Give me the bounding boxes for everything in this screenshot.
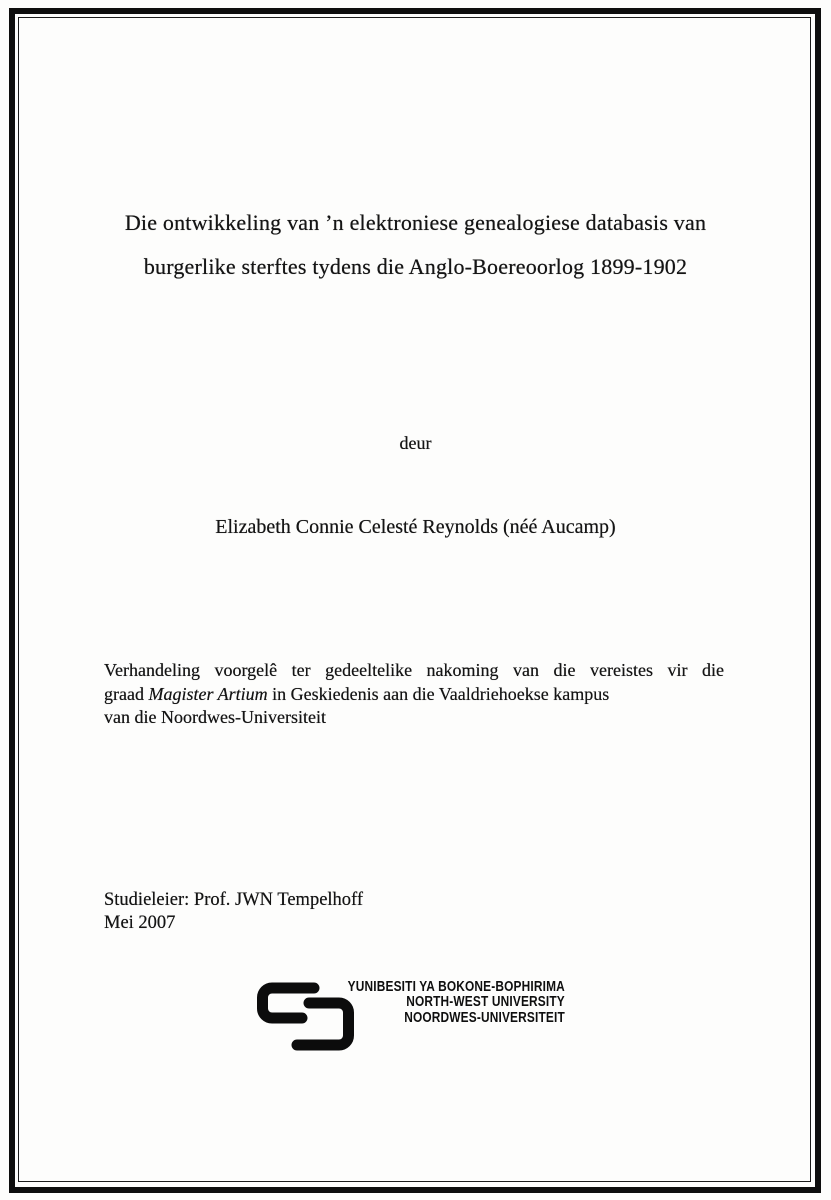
nwu-logo-icon — [257, 982, 354, 1052]
degree-statement-line3: van die Noordwes-Universiteit — [104, 707, 326, 727]
author-name: Elizabeth Connie Celesté Reynolds (néé Aucamp) — [215, 516, 616, 538]
degree-statement — [104, 659, 724, 730]
degree-statement-line1: Verhandeling voorgelê ter gedeeltelike nakoming van die vereistes vir die — [104, 660, 724, 680]
logo-text-english: NORTH-WEST UNIVERSITY — [406, 994, 565, 1011]
date-line: Mei 2007 — [104, 912, 176, 933]
logo-text-setswana: YUNIBESITI YA BOKONE-BOPHIRIMA — [347, 979, 565, 995]
byline-deur: deur — [399, 433, 432, 453]
degree-statement-line2 — [104, 683, 724, 707]
university-logo — [257, 980, 565, 1054]
supervisor-line: Studieleier: Prof. JWN Tempelhoff — [104, 890, 364, 910]
degree-statement-line2-prefix: graad — [104, 683, 149, 704]
supervisor-block — [104, 889, 363, 934]
degree-statement-line2-suffix: in Geskiedenis aan die Vaaldriehoekse kampus — [267, 683, 610, 704]
thesis-title-line1: Die ontwikkeling van ’n elektroniese genealogiese databasis van — [124, 210, 707, 235]
university-wordmark — [348, 980, 565, 1026]
thesis-title — [0, 201, 831, 289]
logo-text-afrikaans: NOORDWES-UNIVERSITEIT — [404, 1009, 565, 1026]
thesis-title-line2: burgerlike sterftes tydens die Anglo-Boereoorlog 1899-1902 — [143, 254, 688, 279]
degree-name-italic: Magister Artium — [148, 683, 268, 704]
